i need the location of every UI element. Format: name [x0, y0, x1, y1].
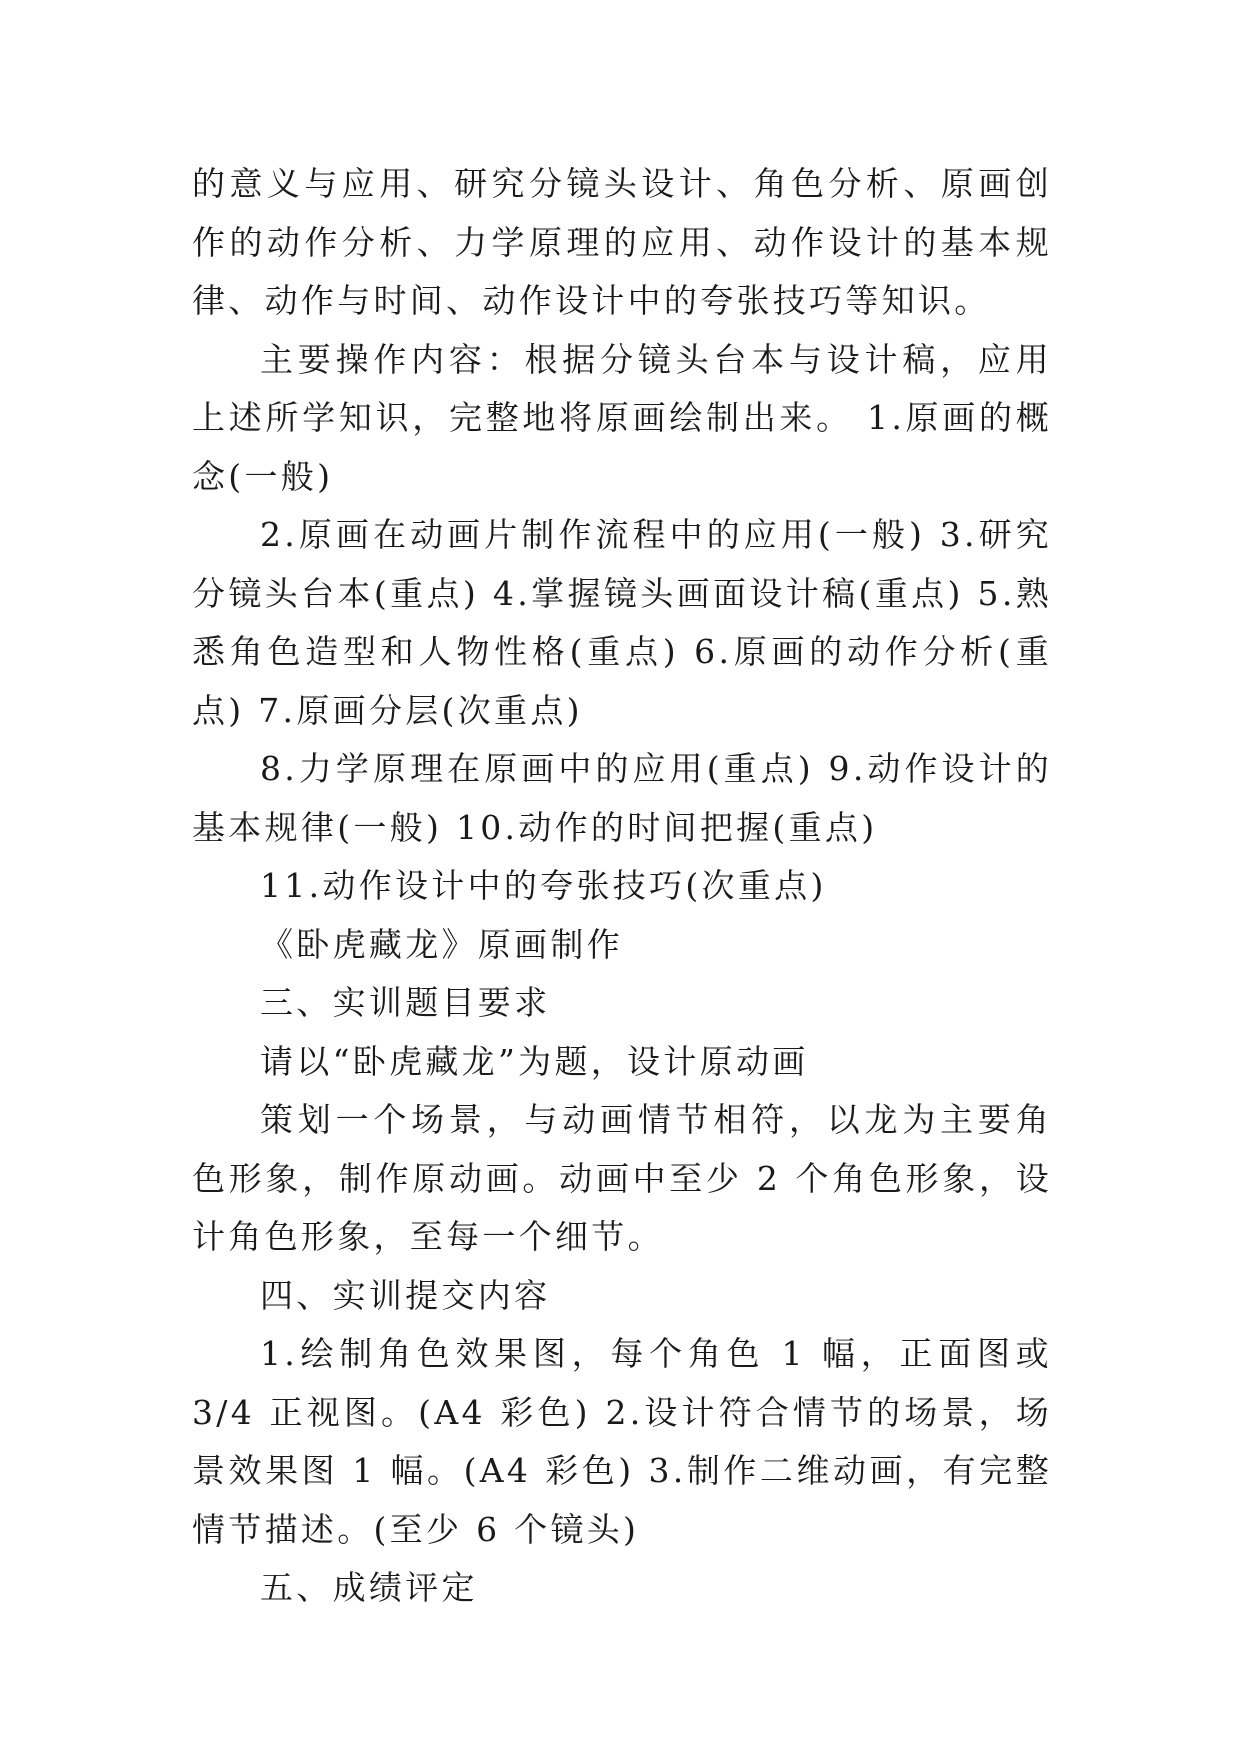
- document-body: [192, 155, 1052, 1618]
- paragraph-list-items-8-10: 8.力学原理在原画中的应用(重点) 9.动作设计的基本规律(一般) 10.动作的时间把握(重点): [192, 749, 1052, 847]
- paragraph-scene-plan: 策划一个场景，与动画情节相符，以龙为主要角色形象，制作原动画。动画中至少 2 个角色形象，设计角色形象，至每一个细节。: [192, 1100, 1052, 1256]
- section-heading-submission: 四、实训提交内容: [260, 1275, 551, 1315]
- paragraph-list-items-2-7: 2.原画在动画片制作流程中的应用(一般) 3.研究分镜头台本(重点) 4.掌握镜头画面设计稿(重点) 5.熟悉角色造型和人物性格(重点) 6.原画的动作分析(重点) 7.原画分层(次重点): [192, 515, 1052, 730]
- paragraph-list-item-11: 11.动作设计中的夸张技巧(次重点): [260, 866, 827, 905]
- paragraph-continuation: 的意义与应用、研究分镜头设计、角色分析、原画创作的动作分析、力学原理的应用、动作设计的基本规律、动作与时间、动作设计中的夸张技巧等知识。: [192, 164, 1052, 320]
- paragraph-main-operations: 主要操作内容：根据分镜头台本与设计稿，应用上述所学知识，完整地将原画绘制出来。 1.原画的概念(一般): [192, 339, 1052, 496]
- section-heading-requirements: 三、实训题目要求: [260, 983, 551, 1022]
- section-heading-grading: 五、成绩评定: [260, 1568, 478, 1607]
- paragraph-submission-items: 1.绘制角色效果图，每个角色 1 幅，正面图或 3/4 正视图。(A4 彩色) 2.设计符合情节的场景，场景效果图 1 幅。(A4 彩色) 3.制作二维动画，有完整情节描述。(至少 6 个镜头): [192, 1334, 1052, 1549]
- paragraph-project-title: 《卧虎藏龙》原画制作: [260, 924, 623, 964]
- paragraph-topic: 请以“卧虎藏龙”为题，设计原动画: [260, 1041, 809, 1081]
